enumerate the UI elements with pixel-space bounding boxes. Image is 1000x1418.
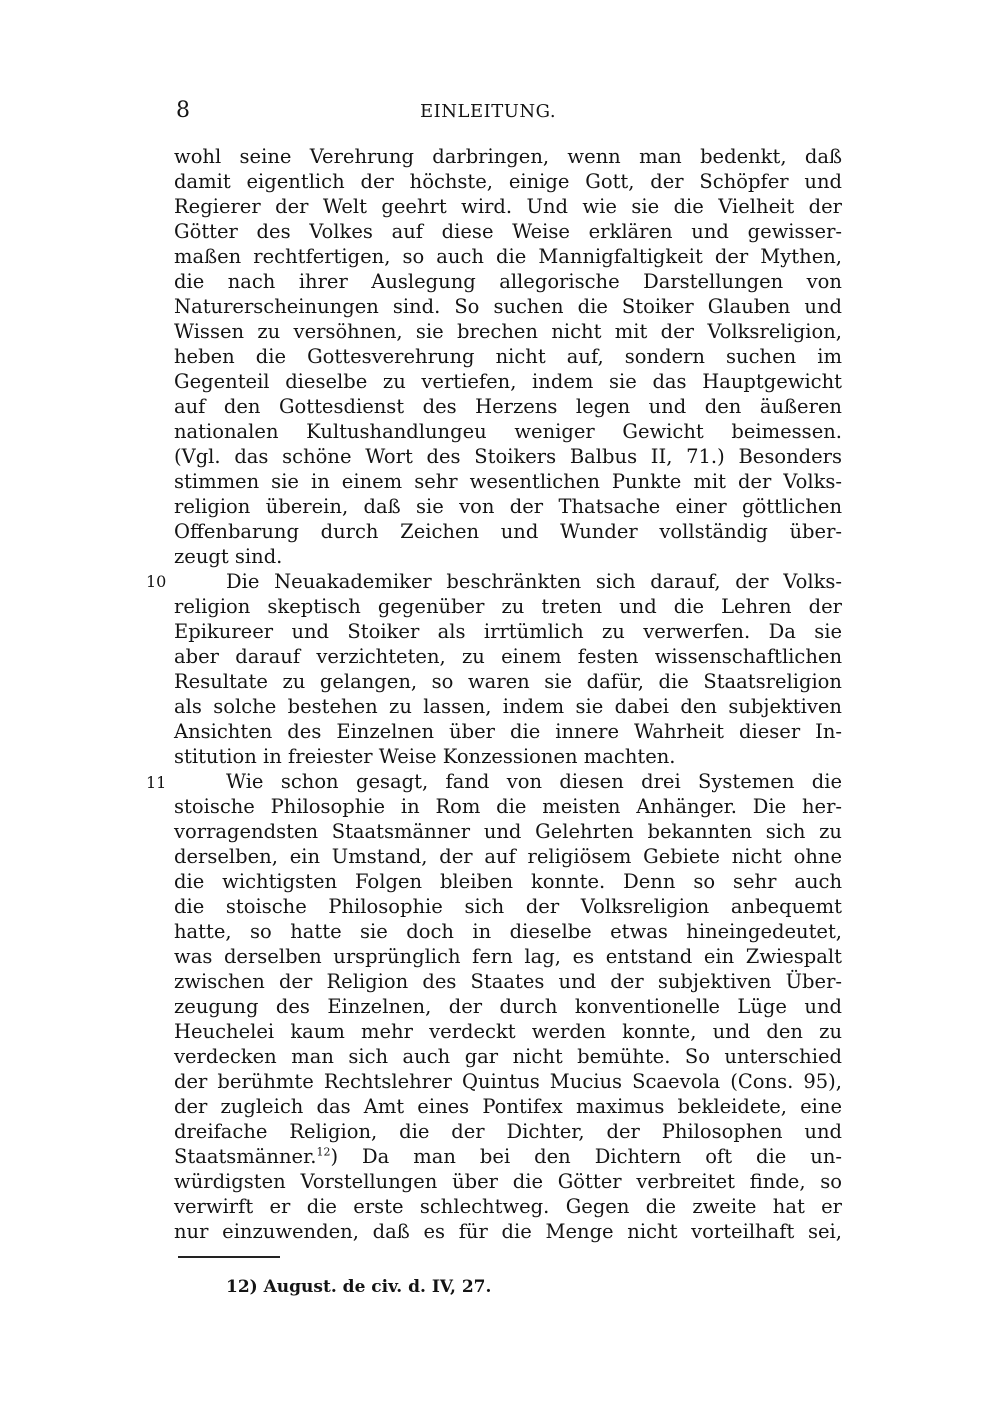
- text-line: stimmen sie in einem sehr wesentlichen Punkte mit der Volks-: [174, 470, 842, 493]
- page-number: 8: [176, 98, 190, 123]
- text-line: hatte, so hatte sie doch in dieselbe etwas hineingedeutet,: [174, 920, 842, 943]
- text-line: nur einzuwenden, daß es für die Menge nicht vorteilhaft sei,: [174, 1220, 842, 1243]
- text-line: Wissen zu versöhnen, sie brechen nicht mit der Volksreligion,: [174, 320, 842, 343]
- paragraph-marker-10: 10: [146, 572, 167, 591]
- footnote-divider: [178, 1256, 280, 1258]
- text-line: maßen rechtfertigen, so auch die Mannigfaltigkeit der Mythen,: [174, 245, 842, 268]
- text-line: die wichtigsten Folgen bleiben konnte. Denn so sehr auch: [174, 870, 842, 893]
- text-line: Heuchelei kaum mehr verdeckt werden konnte, und den zu: [174, 1020, 842, 1043]
- body-text: [174, 144, 842, 1244]
- text-line: Götter des Volkes auf diese Weise erklären und gewisser-: [174, 220, 842, 243]
- text-line: der berühmte Rechtslehrer Quintus Mucius Scaevola (Cons. 95),: [174, 1070, 842, 1093]
- text-line: auf den Gottesdienst des Herzens legen und den äußeren: [174, 395, 842, 418]
- text-line: Gegenteil dieselbe zu vertiefen, indem sie das Hauptgewicht: [174, 370, 842, 393]
- text-line: Ansichten des Einzelnen über die innere Wahrheit dieser In-: [174, 720, 842, 743]
- paragraph-marker-11: 11: [146, 773, 167, 792]
- footnote-12: 12) August. de civ. d. IV, 27.: [226, 1277, 492, 1297]
- footnote-reference[interactable]: 12: [316, 1145, 331, 1159]
- text-line-start: Staatsmänner.: [174, 1145, 317, 1168]
- text-line: als solche bestehen zu lassen, indem sie dabei den subjektiven: [174, 695, 842, 718]
- text-line: Wie schon gesagt, fand von diesen drei Systemen die: [226, 770, 842, 793]
- text-line-with-footnote: [174, 1144, 842, 1169]
- text-line: verwirft er die erste schlechtweg. Gegen die zweite hat er: [174, 1195, 842, 1218]
- running-title: EINLEITUNG.: [420, 101, 557, 122]
- text-line: die stoische Philosophie sich der Volksreligion anbequemt: [174, 895, 842, 918]
- text-line: stitution in freiester Weise Konzessionen machten.: [174, 745, 676, 768]
- text-line: heben die Gottesverehrung nicht auf, sondern suchen im: [174, 345, 842, 368]
- text-line: Naturerscheinungen sind. So suchen die Stoiker Glauben und: [174, 295, 842, 318]
- text-line: Resultate zu gelangen, so waren sie dafür, die Staatsreligion: [174, 670, 842, 693]
- text-line: zeugt sind.: [174, 545, 283, 568]
- text-line: dreifache Religion, die der Dichter, der Philosophen und: [174, 1120, 842, 1143]
- text-line: würdigsten Vorstellungen über die Götter verbreitet finde, so: [174, 1170, 842, 1193]
- text-line: nationalen Kultushandlungeu weniger Gewicht beimessen.: [174, 420, 842, 443]
- text-line: Offenbarung durch Zeichen und Wunder vollständig über-: [174, 520, 842, 543]
- text-line: die nach ihrer Auslegung allegorische Darstellungen von: [174, 270, 842, 293]
- text-line: damit eigentlich der höchste, einige Gott, der Schöpfer und: [174, 170, 842, 193]
- text-line: was derselben ursprünglich fern lag, es entstand ein Zwiespalt: [174, 945, 842, 968]
- text-line: Epikureer und Stoiker als irrtümlich zu verwerfen. Da sie: [174, 620, 842, 643]
- text-line: aber darauf verzichteten, zu einem festen wissenschaftlichen: [174, 645, 842, 668]
- text-line: zeugung des Einzelnen, der durch konventionelle Lüge und: [174, 995, 842, 1018]
- text-line: Regierer der Welt geehrt wird. Und wie sie die Vielheit der: [174, 195, 842, 218]
- text-line: derselben, ein Umstand, der auf religiösem Gebiete nicht ohne: [174, 845, 842, 868]
- text-line: (Vgl. das schöne Wort des Stoikers Balbus II, 71.) Besonders: [174, 445, 842, 468]
- text-line: der zugleich das Amt eines Pontifex maximus bekleidete, eine: [174, 1095, 842, 1118]
- text-line: stoische Philosophie in Rom die meisten Anhänger. Die her-: [174, 795, 842, 818]
- text-line: zwischen der Religion des Staates und der subjektiven Über-: [174, 970, 842, 993]
- text-line: vorragendsten Staatsmänner und Gelehrten bekannten sich zu: [174, 820, 842, 843]
- text-line: religion skeptisch gegenüber zu treten und die Lehren der: [174, 595, 842, 618]
- text-line: wohl seine Verehrung darbringen, wenn man bedenkt, daß: [174, 145, 842, 168]
- text-line: verdecken man sich auch gar nicht bemühte. So unterschied: [174, 1045, 842, 1068]
- text-line: religion überein, daß sie von der Thatsache einer göttlichen: [174, 495, 842, 518]
- text-line-end: ) Da man bei den Dichtern oft die un-: [330, 1145, 842, 1168]
- text-line: Die Neuakademiker beschränkten sich darauf, der Volks-: [226, 570, 842, 593]
